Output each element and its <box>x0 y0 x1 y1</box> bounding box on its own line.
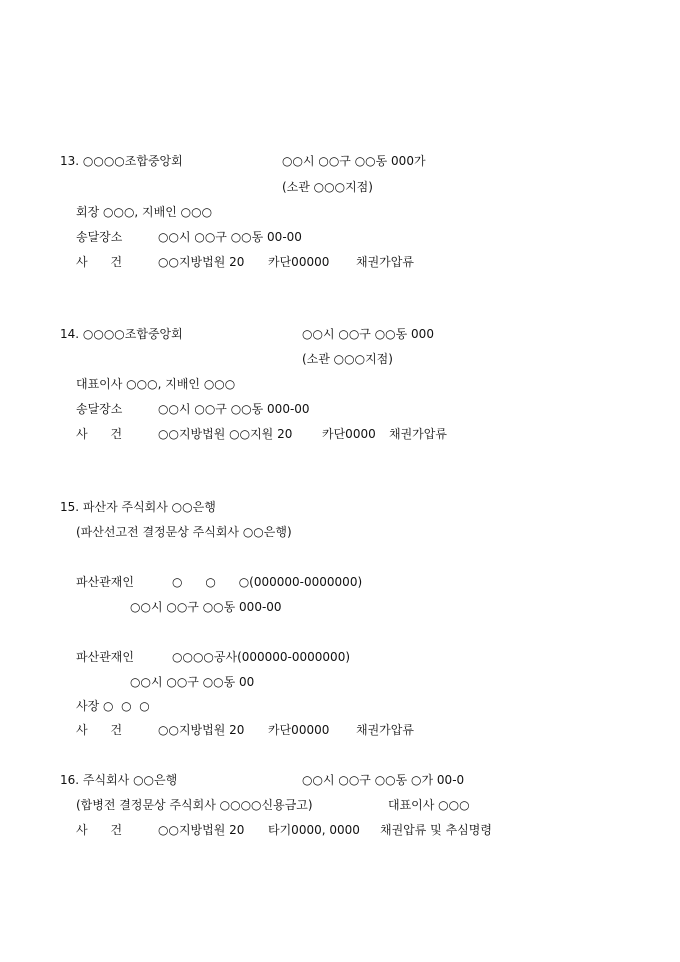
entry-16-address: ○○시 ○○구 ○○동 ○가 00-0 <box>302 773 465 787</box>
entry-14-delivery-label: 송달장소 <box>76 402 123 416</box>
entry-16-title: 16. 주식회사 ○○은행 <box>60 773 178 787</box>
entry-15-trustee1-label: 파산관재인 <box>76 575 134 589</box>
entry-15-case-label: 사 건 <box>76 723 123 737</box>
entry-14-case-type: 채권가압류 <box>389 427 447 441</box>
entry-14-case-number: 카단0000 <box>322 427 376 441</box>
entry-14-delivery-address: ○○시 ○○구 ○○동 000-00 <box>158 402 310 416</box>
entry-13-title: 13. ○○○○조합중앙회 <box>60 154 183 168</box>
entry-14-representative: 대표이사 ○○○, 지배인 ○○○ <box>76 377 236 391</box>
entry-14-address: ○○시 ○○구 ○○동 000 <box>302 327 434 341</box>
entry-15-trustee1-address: ○○시 ○○구 ○○동 000-00 <box>130 600 282 614</box>
entry-15-trustee2-address: ○○시 ○○구 ○○동 00 <box>130 675 255 689</box>
entry-16-case-number: 타기0000, 0000 <box>268 823 360 837</box>
entry-13-case-type: 채권가압류 <box>356 255 414 269</box>
entry-15-trustee2-label: 파산관재인 <box>76 650 134 664</box>
entry-16-case-court: ○○지방법원 20 <box>158 823 245 837</box>
entry-13-address: ○○시 ○○구 ○○동 000가 <box>282 154 426 168</box>
entry-14-case-label: 사 건 <box>76 427 123 441</box>
entry-16-note: (합병전 결정문상 주식회사 ○○○○신용금고) <box>76 798 313 812</box>
entry-15-trustee2-name: ○○○○공사(000000-0000000) <box>172 650 351 664</box>
entry-13-case-number: 카단00000 <box>268 255 330 269</box>
entry-13-delivery-label: 송달장소 <box>76 230 123 244</box>
entry-13-branch: (소관 ○○○지점) <box>282 180 373 194</box>
entry-13-representative: 회장 ○○○, 지배인 ○○○ <box>76 205 213 219</box>
entry-13-delivery-address: ○○시 ○○구 ○○동 00-00 <box>158 230 302 244</box>
entry-15-case-court: ○○지방법원 20 <box>158 723 245 737</box>
entry-15-note: (파산선고전 결정문상 주식회사 ○○은행) <box>76 525 292 539</box>
entry-16-case-label: 사 건 <box>76 823 123 837</box>
entry-15-case-number: 카단00000 <box>268 723 330 737</box>
entry-15-title: 15. 파산자 주식회사 ○○은행 <box>60 500 216 514</box>
entry-15-president: 사장 ○ ○ ○ <box>76 699 150 713</box>
entry-14-title: 14. ○○○○조합중앙회 <box>60 327 183 341</box>
entry-14-branch: (소관 ○○○지점) <box>302 352 393 366</box>
entry-16-representative: 대표이사 ○○○ <box>388 798 470 812</box>
entry-15-trustee1-name: ○ ○ ○(000000-0000000) <box>172 575 363 589</box>
entry-15-case-type: 채권가압류 <box>356 723 414 737</box>
entry-16-case-type: 채권압류 및 추심명령 <box>380 823 492 837</box>
entry-13-case-label: 사 건 <box>76 255 123 269</box>
entry-13-case-court: ○○지방법원 20 <box>158 255 245 269</box>
entry-14-case-court: ○○지방법원 ○○지원 20 <box>158 427 293 441</box>
